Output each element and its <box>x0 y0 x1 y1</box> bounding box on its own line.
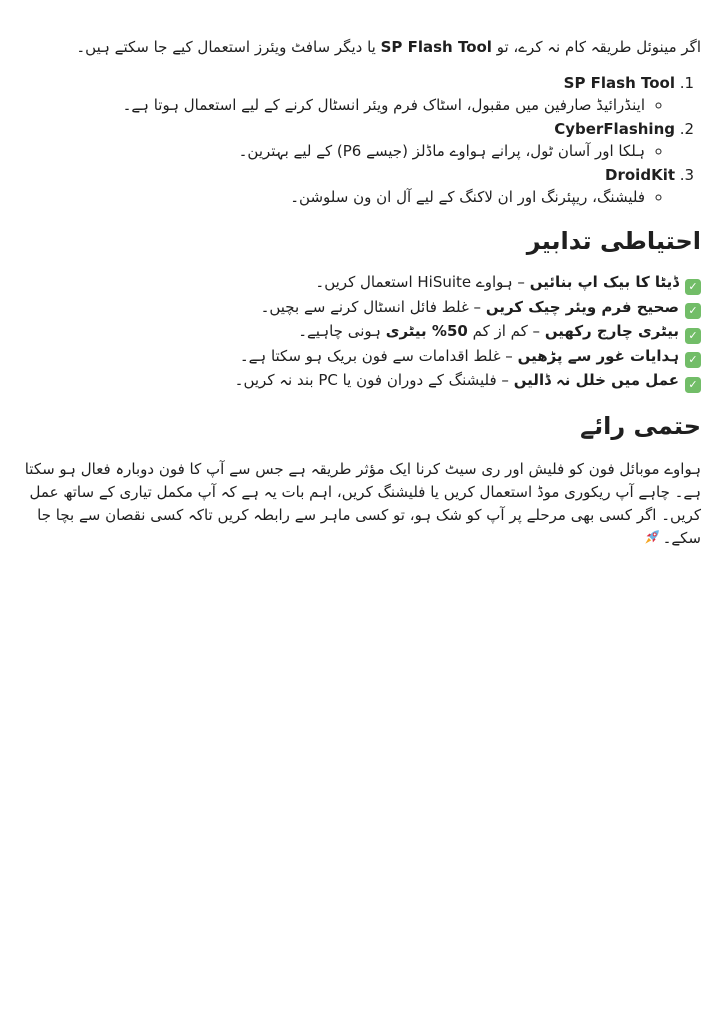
tool-name: CyberFlashing <box>554 120 675 138</box>
check-icon: ✓ <box>685 377 701 393</box>
precautions-heading: احتیاطی تدابیر <box>526 227 701 255</box>
tool-sub-list <box>22 141 675 162</box>
checklist-item <box>22 295 701 320</box>
checklist-item-bold2: 50% بیٹری <box>385 322 468 340</box>
check-icon: ✓ <box>685 328 701 344</box>
check-icon: ✓ <box>685 303 701 319</box>
checklist-item-mid: – کم از کم <box>467 322 545 340</box>
tool-item-droidkit <box>22 165 675 208</box>
conclusion-heading: حتمی رائے <box>580 411 701 440</box>
tool-description: ◦ اینڈرائیڈ صارفین میں مقبول، اسٹاک فرم ویئر انسٹال کرنے کے لیے استعمال ہوتا ہے۔ <box>22 95 645 116</box>
checklist-item-text: – غلط اقدامات سے فون بریک ہو سکتا ہے۔ <box>239 346 518 365</box>
checklist-item-text: – فلیشنگ کے دوران فون یا PC بند نہ کریں۔ <box>234 371 514 389</box>
tool-description: ◦ فلیشنگ، ریپئرنگ اور ان لاکنگ کے لیے آل ان ون سلوشن۔ <box>22 187 645 208</box>
checklist-item <box>22 368 701 393</box>
intro-text-pre: اگر مینوئل طریقہ کام نہ کرے، تو <box>491 38 701 56</box>
tool-sub-list <box>22 187 675 208</box>
tool-name: DroidKit <box>605 166 675 184</box>
checklist-item-label: عمل میں خلل نہ ڈالیں <box>513 371 679 389</box>
checklist-item-label: ڈیٹا کا بیک اپ بنائیں <box>529 273 679 291</box>
intro-paragraph <box>22 36 701 58</box>
conclusion-text: ہواوے موبائل فون کو فلیش اور ری سیٹ کرنا ایک مؤثر طریقہ ہے جس سے آپ کا فون دوبارہ فعال ہو سکتا ہے۔ چاہے آپ ریکوری موڈ استعمال کریں یا فلیشنگ کریں، اہم بات یہ ہے کہ آپ مکمل تیاری کے ساتھ عمل کریں۔ اگر کسی بھی مرحلے پر آپ کو شک ہو، تو کسی ماہر سے رابطہ کریں تاکہ کسی نقصان سے بچا جا سکے۔ <box>24 459 701 547</box>
intro-text-post: یا دیگر سافٹ ویئرز استعمال کیے جا سکتے ہیں۔ <box>76 38 381 56</box>
tool-name: SP Flash Tool <box>563 74 675 92</box>
check-icon: ✓ <box>685 352 701 368</box>
checklist-item-text: ہونی چاہیے۔ <box>298 322 386 340</box>
checklist-item-label: صحیح فرم ویئر چیک کریں <box>485 297 679 316</box>
checklist-item-text: – ہواوے HiSuite استعمال کریں۔ <box>315 273 530 291</box>
intro-bold-tool-name: SP Flash Tool <box>380 38 492 56</box>
tools-ordered-list <box>22 73 701 208</box>
tool-item-cyberflashing <box>22 119 675 162</box>
checklist-item-text: – غلط فائل انسٹال کرنے سے بچیں۔ <box>260 297 486 316</box>
checklist-item-label: بیٹری چارج رکھیں <box>544 322 679 340</box>
checklist-item <box>22 319 701 344</box>
tool-item-sp-flash-tool <box>22 73 675 116</box>
tool-description: ◦ ہلکا اور آسان ٹول، پرانے ہواوے ماڈلز (جیسے P6) کے لیے بہترین۔ <box>22 141 645 162</box>
check-icon: ✓ <box>685 279 701 295</box>
conclusion-paragraph <box>22 458 701 550</box>
precautions-checklist <box>22 270 701 393</box>
rocket-icon <box>644 529 660 545</box>
checklist-item <box>22 344 701 369</box>
tool-sub-list <box>22 95 675 116</box>
checklist-item <box>22 270 701 295</box>
checklist-item-label: ہدایات غور سے پڑھیں <box>517 346 679 365</box>
